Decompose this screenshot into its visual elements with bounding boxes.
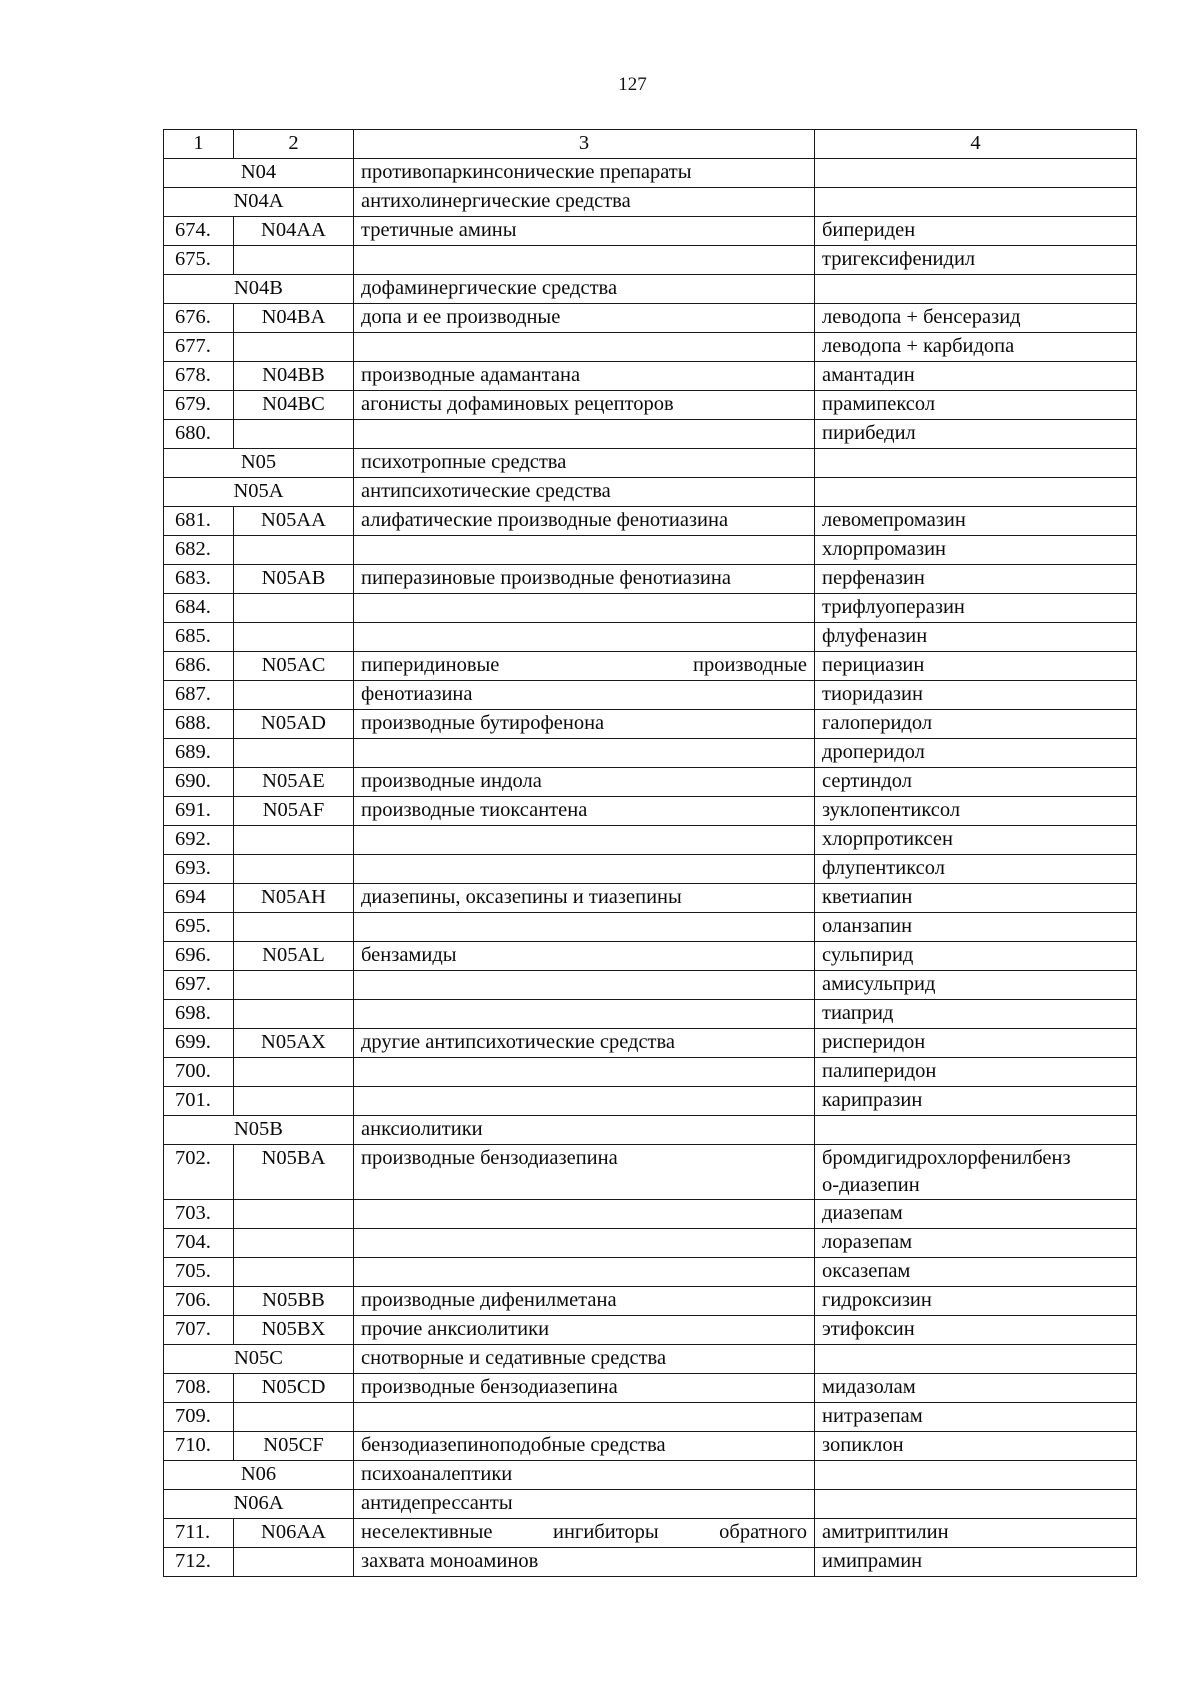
description: бензамиды: [354, 942, 815, 971]
table-row: [164, 1229, 1137, 1258]
description: [354, 826, 815, 855]
header-col-2: 2: [234, 130, 354, 159]
description: [354, 1000, 815, 1029]
description: [354, 739, 815, 768]
table-row: [164, 333, 1137, 362]
table-row: [164, 826, 1137, 855]
drug-name: лоразепам: [815, 1229, 1137, 1258]
group-code: N05A: [164, 478, 354, 507]
atc-code: [234, 913, 354, 942]
header-col-1: 1: [164, 130, 234, 159]
group-row: [164, 478, 1137, 507]
row-number: 696.: [164, 942, 234, 971]
table-row: [164, 1432, 1137, 1461]
drug-name: флупентиксол: [815, 855, 1137, 884]
drug-name: карипразин: [815, 1087, 1137, 1116]
table-row: [164, 1029, 1137, 1058]
table-row: [164, 1087, 1137, 1116]
drug-name: леводопа + карбидопа: [815, 333, 1137, 362]
table-row: [164, 623, 1137, 652]
description: психотропные средства: [354, 449, 815, 478]
row-number: 674.: [164, 217, 234, 246]
description: производные адамантана: [354, 362, 815, 391]
atc-code: N05CF: [234, 1432, 354, 1461]
drug-name: [815, 1145, 1137, 1200]
header-col-3: 3: [354, 130, 815, 159]
atc-code: [234, 1087, 354, 1116]
description-word: производные: [692, 654, 807, 676]
row-number: 699.: [164, 1029, 234, 1058]
description: [354, 1058, 815, 1087]
description: [354, 246, 815, 275]
table-row: [164, 797, 1137, 826]
drug-name: этифоксин: [815, 1316, 1137, 1345]
drug-name: [815, 188, 1137, 217]
drug-name: флуфеназин: [815, 623, 1137, 652]
description: производные бутирофенона: [354, 710, 815, 739]
group-code: N06A: [164, 1490, 354, 1519]
atc-code: [234, 681, 354, 710]
atc-code: N04AA: [234, 217, 354, 246]
table-row: [164, 304, 1137, 333]
row-number: 676.: [164, 304, 234, 333]
table-row: [164, 1548, 1137, 1577]
row-number: 688.: [164, 710, 234, 739]
row-number: 712.: [164, 1548, 234, 1577]
row-number: 709.: [164, 1403, 234, 1432]
atc-code: [234, 739, 354, 768]
atc-code: [234, 826, 354, 855]
atc-code: [234, 971, 354, 1000]
row-number: 694: [164, 884, 234, 913]
description: снотворные и седативные средства: [354, 1345, 815, 1374]
group-row: [164, 1345, 1137, 1374]
row-number: 682.: [164, 536, 234, 565]
description: другие антипсихотические средства: [354, 1029, 815, 1058]
row-number: 681.: [164, 507, 234, 536]
description: [354, 1229, 815, 1258]
table-row: [164, 1145, 1137, 1200]
atc-code: [234, 855, 354, 884]
atc-code: N05AL: [234, 942, 354, 971]
drug-name: пирибедил: [815, 420, 1137, 449]
drug-name: амисульприд: [815, 971, 1137, 1000]
description: третичные амины: [354, 217, 815, 246]
description: [354, 913, 815, 942]
atc-code: N05AD: [234, 710, 354, 739]
drug-name: имипрамин: [815, 1548, 1137, 1577]
row-number: 693.: [164, 855, 234, 884]
table-row: [164, 739, 1137, 768]
description: [354, 1519, 815, 1548]
row-number: 687.: [164, 681, 234, 710]
row-number: 702.: [164, 1145, 234, 1200]
row-number: 708.: [164, 1374, 234, 1403]
row-number: 675.: [164, 246, 234, 275]
drug-name: нитразепам: [815, 1403, 1137, 1432]
group-row: [164, 1116, 1137, 1145]
description: фенотиазина: [354, 681, 815, 710]
header-col-4: 4: [815, 130, 1137, 159]
drug-name: [815, 275, 1137, 304]
drug-name: галоперидол: [815, 710, 1137, 739]
table-row: [164, 246, 1137, 275]
drug-name: прамипексол: [815, 391, 1137, 420]
description: бензодиазепиноподобные средства: [354, 1432, 815, 1461]
atc-code: [234, 333, 354, 362]
description: пиперазиновые производные фенотиазина: [354, 565, 815, 594]
group-code: N04: [164, 159, 354, 188]
description: [354, 1200, 815, 1229]
drug-name: хлорпромазин: [815, 536, 1137, 565]
atc-code: N05AH: [234, 884, 354, 913]
group-code: N04A: [164, 188, 354, 217]
drug-name: трифлуоперазин: [815, 594, 1137, 623]
table-row: [164, 1058, 1137, 1087]
atc-code: N05AA: [234, 507, 354, 536]
description: производные бензодиазепина: [354, 1145, 815, 1200]
description: [354, 536, 815, 565]
row-number: 689.: [164, 739, 234, 768]
description: алифатические производные фенотиазина: [354, 507, 815, 536]
table-row: [164, 1316, 1137, 1345]
description: антипсихотические средства: [354, 478, 815, 507]
table-row: [164, 884, 1137, 913]
table-row: [164, 1287, 1137, 1316]
description: антихолинергические средства: [354, 188, 815, 217]
atc-code: [234, 623, 354, 652]
row-number: 690.: [164, 768, 234, 797]
atc-code: N05AF: [234, 797, 354, 826]
drug-name: диазепам: [815, 1200, 1137, 1229]
description: дофаминергические средства: [354, 275, 815, 304]
atc-code: N04BA: [234, 304, 354, 333]
atc-code: N05BX: [234, 1316, 354, 1345]
description: антидепрессанты: [354, 1490, 815, 1519]
drug-name: тиаприд: [815, 1000, 1137, 1029]
group-code: N04B: [164, 275, 354, 304]
table-row: [164, 913, 1137, 942]
atc-code: [234, 1000, 354, 1029]
description: захвата моноаминов: [354, 1548, 815, 1577]
row-number: 697.: [164, 971, 234, 1000]
description: агонисты дофаминовых рецепторов: [354, 391, 815, 420]
description: производные дифенилметана: [354, 1287, 815, 1316]
row-number: 686.: [164, 652, 234, 681]
group-row: [164, 1490, 1137, 1519]
atc-code: [234, 420, 354, 449]
row-number: 680.: [164, 420, 234, 449]
table-row: [164, 1258, 1137, 1287]
row-number: 700.: [164, 1058, 234, 1087]
table-body: [164, 130, 1137, 1577]
row-number: 678.: [164, 362, 234, 391]
atc-code: N05BA: [234, 1145, 354, 1200]
table-row: [164, 536, 1137, 565]
drug-name: кветиапин: [815, 884, 1137, 913]
table-header-row: [164, 130, 1137, 159]
drug-name: [815, 159, 1137, 188]
table-row: [164, 420, 1137, 449]
row-number: 701.: [164, 1087, 234, 1116]
table-row: [164, 391, 1137, 420]
description: [354, 594, 815, 623]
drug-name: сульпирид: [815, 942, 1137, 971]
table-row: [164, 1519, 1137, 1548]
atc-code: [234, 1058, 354, 1087]
table-row: [164, 565, 1137, 594]
description: прочие анксиолитики: [354, 1316, 815, 1345]
drug-name: тиоридазин: [815, 681, 1137, 710]
row-number: 695.: [164, 913, 234, 942]
description: [354, 855, 815, 884]
group-code: N05C: [164, 1345, 354, 1374]
drug-name: зопиклон: [815, 1432, 1137, 1461]
drug-name: зуклопентиксол: [815, 797, 1137, 826]
description: допа и ее производные: [354, 304, 815, 333]
group-code: N05B: [164, 1116, 354, 1145]
atc-code: N05AX: [234, 1029, 354, 1058]
group-code: N05: [164, 449, 354, 478]
description: [354, 1258, 815, 1287]
table-row: [164, 594, 1137, 623]
description: [354, 623, 815, 652]
drug-name: рисперидон: [815, 1029, 1137, 1058]
description: [354, 1403, 815, 1432]
description: противопаркинсонические препараты: [354, 159, 815, 188]
table-row: [164, 855, 1137, 884]
drug-name: бипериден: [815, 217, 1137, 246]
drug-name: сертиндол: [815, 768, 1137, 797]
drug-name: хлорпротиксен: [815, 826, 1137, 855]
atc-code: [234, 246, 354, 275]
row-number: 691.: [164, 797, 234, 826]
atc-code: [234, 1258, 354, 1287]
row-number: 677.: [164, 333, 234, 362]
description: анксиолитики: [354, 1116, 815, 1145]
drug-name: [815, 1461, 1137, 1490]
description: психоаналептики: [354, 1461, 815, 1490]
group-row: [164, 188, 1137, 217]
description-word: ингибиторы: [552, 1521, 659, 1543]
table-row: [164, 942, 1137, 971]
drug-name: [815, 478, 1137, 507]
description-word: неселективные: [361, 1521, 493, 1543]
row-number: 683.: [164, 565, 234, 594]
drug-name: оланзапин: [815, 913, 1137, 942]
atc-code: N04BC: [234, 391, 354, 420]
atc-code: N05AE: [234, 768, 354, 797]
atc-code: N05AC: [234, 652, 354, 681]
row-number: 706.: [164, 1287, 234, 1316]
drug-name: [815, 1490, 1137, 1519]
atc-code: N06AA: [234, 1519, 354, 1548]
drug-name: тригексифенидил: [815, 246, 1137, 275]
row-number: 685.: [164, 623, 234, 652]
group-row: [164, 159, 1137, 188]
drug-name: дроперидол: [815, 739, 1137, 768]
description: производные индола: [354, 768, 815, 797]
group-row: [164, 449, 1137, 478]
drug-name: оксазепам: [815, 1258, 1137, 1287]
drug-name: левомепромазин: [815, 507, 1137, 536]
atc-code: N05BB: [234, 1287, 354, 1316]
drug-name-line: о-диазепин: [822, 1174, 920, 1196]
table-row: [164, 507, 1137, 536]
drug-name: [815, 1116, 1137, 1145]
atc-code: [234, 1403, 354, 1432]
atc-code: N05AB: [234, 565, 354, 594]
table-row: [164, 710, 1137, 739]
drug-name: палиперидон: [815, 1058, 1137, 1087]
description: диазепины, оксазепины и тиазепины: [354, 884, 815, 913]
atc-code: [234, 536, 354, 565]
description: [354, 652, 815, 681]
table-row: [164, 1374, 1137, 1403]
drug-name: амитриптилин: [815, 1519, 1137, 1548]
drug-name: [815, 1345, 1137, 1374]
description: производные бензодиазепина: [354, 1374, 815, 1403]
group-code: N06: [164, 1461, 354, 1490]
drug-name: перфеназин: [815, 565, 1137, 594]
atc-code: [234, 1229, 354, 1258]
description-word: пиперидиновые: [361, 654, 500, 676]
drug-name: леводопа + бенсеразид: [815, 304, 1137, 333]
drug-name: гидроксизин: [815, 1287, 1137, 1316]
row-number: 705.: [164, 1258, 234, 1287]
page-number: 127: [618, 74, 647, 95]
table-row: [164, 768, 1137, 797]
drug-name: [815, 449, 1137, 478]
row-number: 711.: [164, 1519, 234, 1548]
row-number: 704.: [164, 1229, 234, 1258]
table-row: [164, 1000, 1137, 1029]
table-row: [164, 971, 1137, 1000]
description: [354, 1087, 815, 1116]
description: [354, 971, 815, 1000]
description: [354, 420, 815, 449]
drug-table: [163, 129, 1137, 1577]
table-row: [164, 362, 1137, 391]
atc-code: [234, 1548, 354, 1577]
drug-name: мидазолам: [815, 1374, 1137, 1403]
drug-name: амантадин: [815, 362, 1137, 391]
drug-name: перициазин: [815, 652, 1137, 681]
description: [354, 333, 815, 362]
row-number: 679.: [164, 391, 234, 420]
table-row: [164, 217, 1137, 246]
description: производные тиоксантена: [354, 797, 815, 826]
row-number: 692.: [164, 826, 234, 855]
atc-code: [234, 594, 354, 623]
group-row: [164, 275, 1137, 304]
row-number: 707.: [164, 1316, 234, 1345]
row-number: 710.: [164, 1432, 234, 1461]
description-word: обратного: [719, 1521, 807, 1543]
table-row: [164, 1200, 1137, 1229]
row-number: 684.: [164, 594, 234, 623]
table-row: [164, 1403, 1137, 1432]
row-number: 703.: [164, 1200, 234, 1229]
atc-code: [234, 1200, 354, 1229]
row-number: 698.: [164, 1000, 234, 1029]
table-row: [164, 681, 1137, 710]
group-row: [164, 1461, 1137, 1490]
table-row: [164, 652, 1137, 681]
atc-code: N05CD: [234, 1374, 354, 1403]
drug-name-line: бромдигидрохлорфенилбенз: [822, 1147, 1071, 1169]
atc-code: N04BB: [234, 362, 354, 391]
